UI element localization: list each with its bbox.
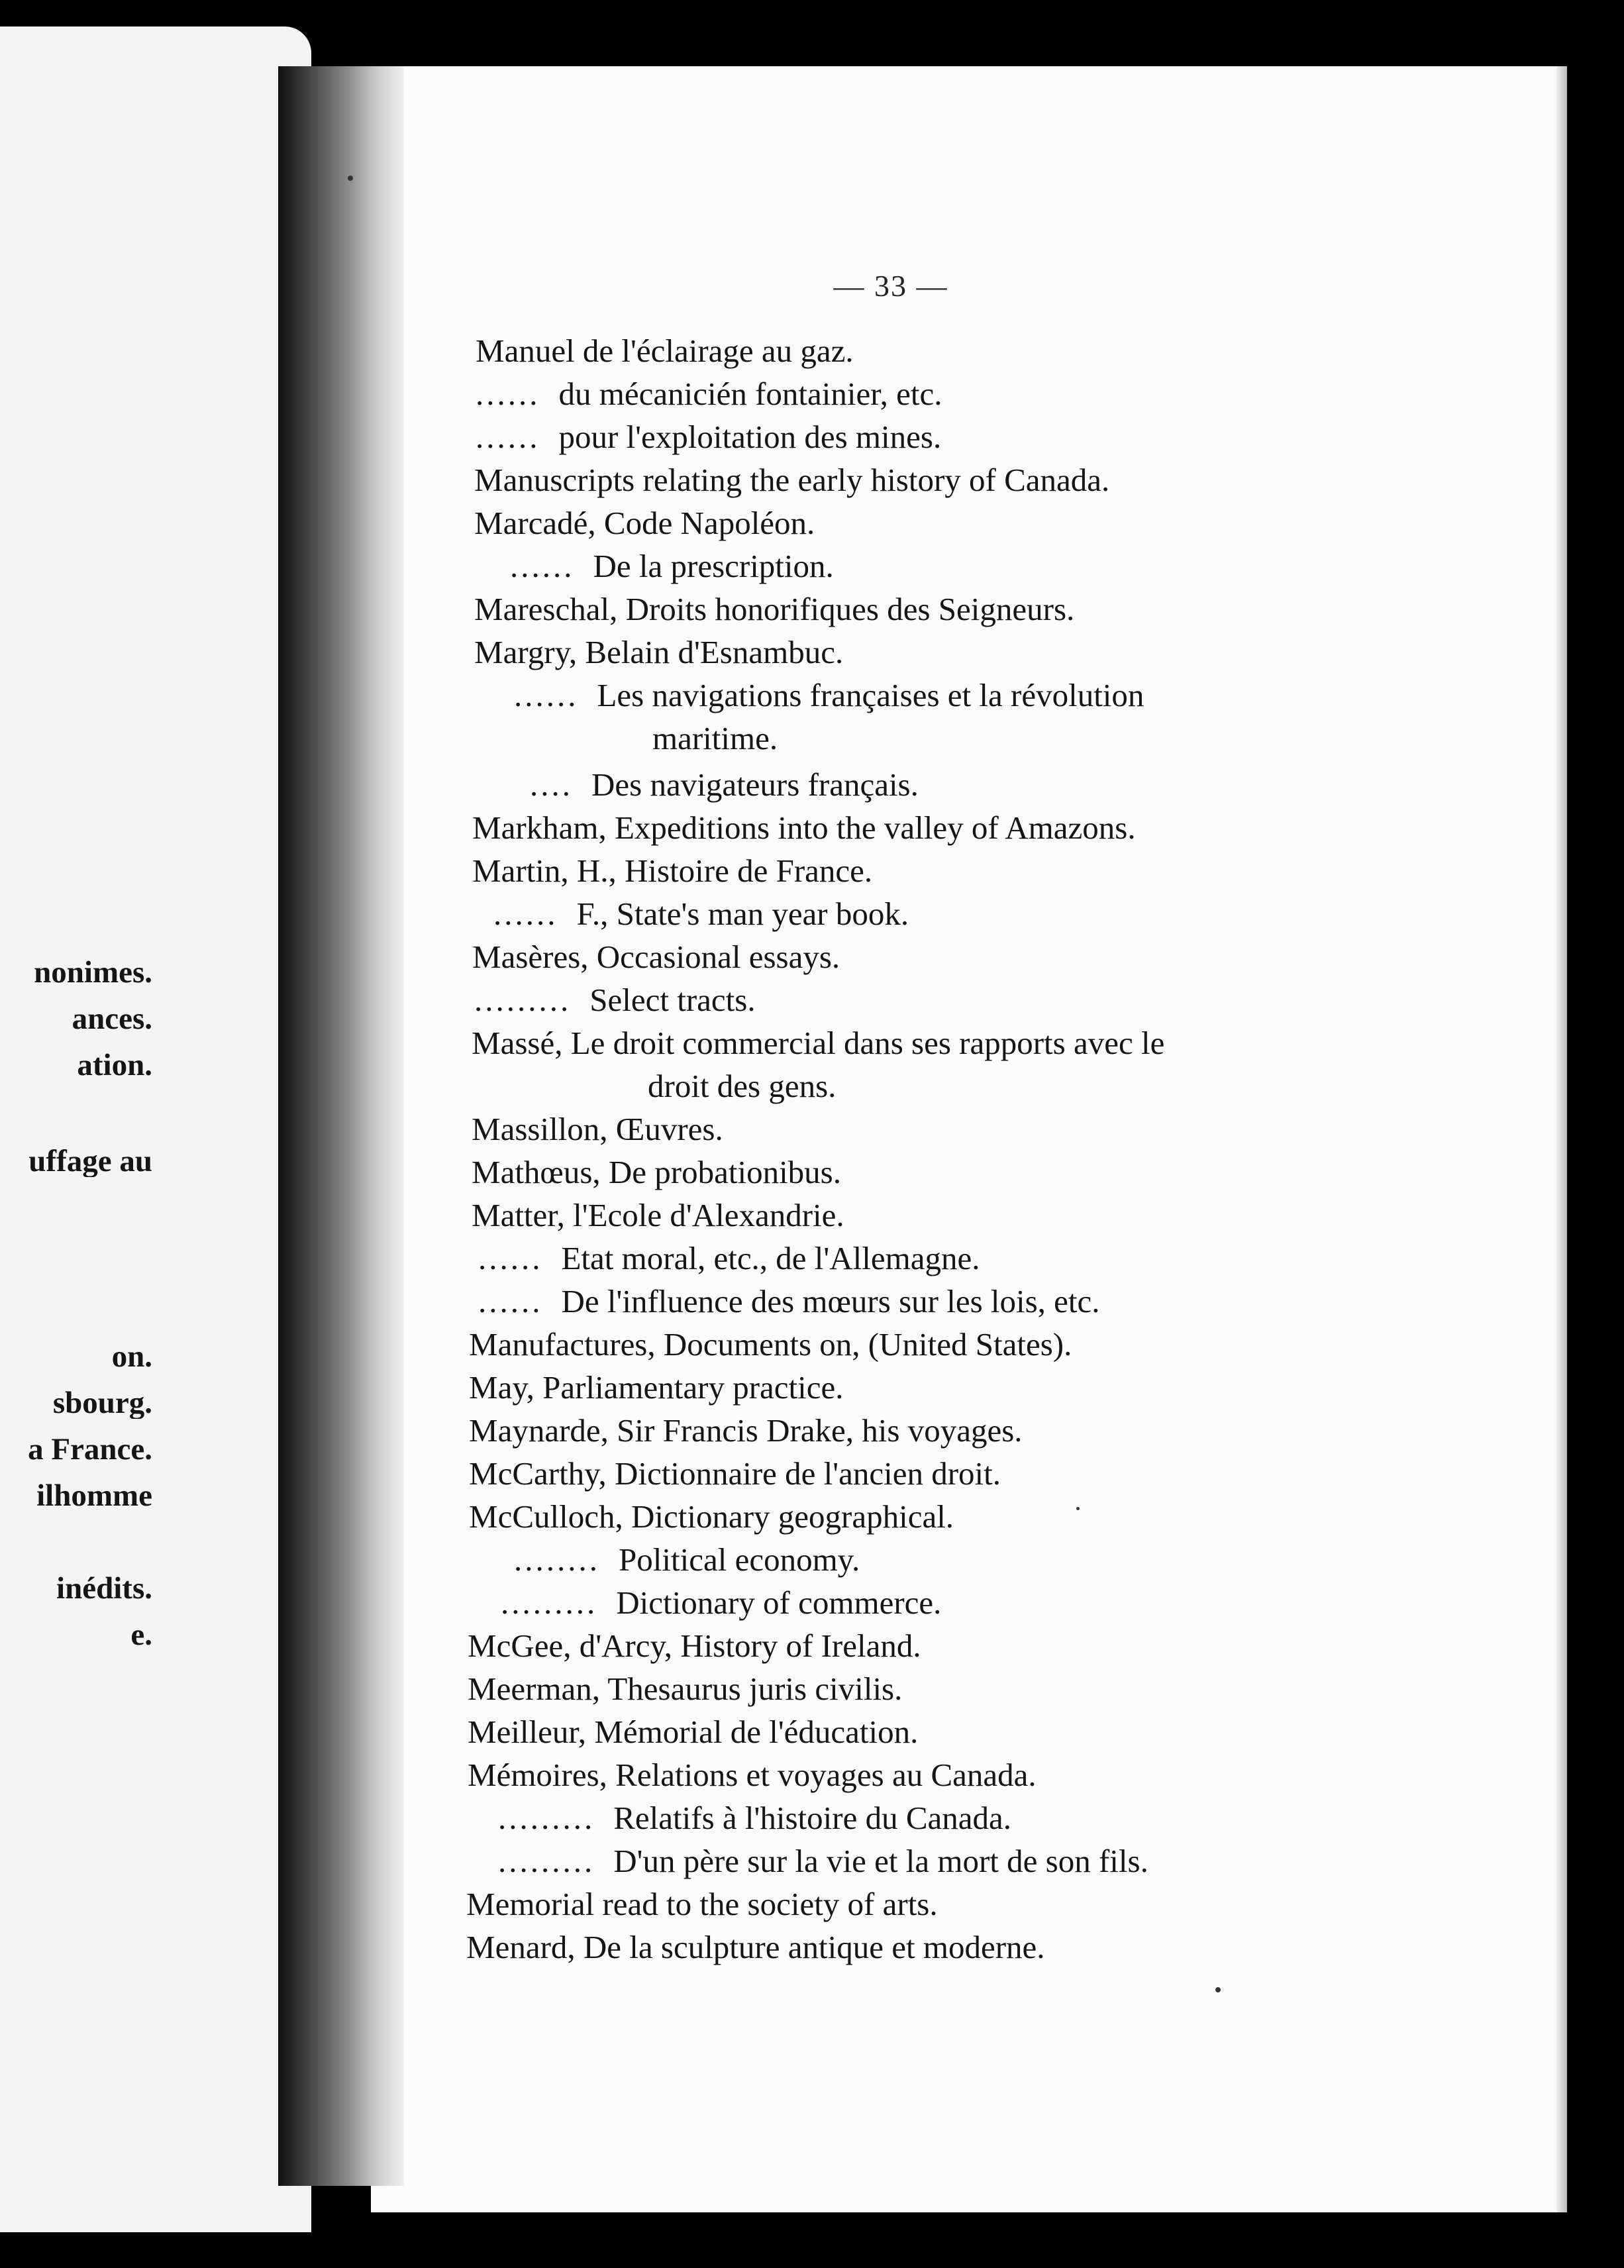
catalogue-entry: [478, 1285, 1100, 1317]
left-page-fragment: uffage au: [28, 1146, 152, 1177]
ditto-mark: ....: [530, 766, 573, 803]
ditto-mark: ......: [510, 548, 575, 584]
catalogue-entry: [466, 1888, 938, 1920]
catalogue-entry: [474, 984, 756, 1016]
scan-speck: [348, 176, 353, 181]
catalogue-entry: [476, 335, 854, 367]
book-gutter-shadow: [278, 66, 404, 2186]
catalogue-entry: [530, 768, 919, 801]
entry-text: Mémoires, Relations et voyages au Canada.: [468, 1757, 1037, 1793]
scan-speck: [1215, 1987, 1221, 1992]
catalogue-entry: [469, 1328, 1072, 1361]
entry-text: Maynarde, Sir Francis Drake, his voyages.: [469, 1412, 1023, 1449]
ditto-mark: ......: [478, 1240, 543, 1276]
catalogue-entry: [472, 1156, 841, 1188]
entry-text: May, Parliamentary practice.: [469, 1369, 844, 1406]
ditto-mark: ......: [478, 1283, 543, 1319]
ditto-mark: ......: [514, 677, 579, 713]
entry-text: D'un père sur la vie et la mort de son fils.: [613, 1843, 1148, 1879]
entry-text: Manuscripts relating the early history of Canada.: [474, 462, 1110, 498]
catalogue-entry: [514, 1543, 860, 1576]
ditto-mark: .........: [498, 1843, 595, 1879]
entry-text: McCarthy, Dictionnaire de l'ancien droit.: [469, 1455, 1001, 1492]
entry-text: Etat moral, etc., de l'Allemagne.: [561, 1240, 980, 1276]
ditto-mark: .........: [474, 982, 572, 1018]
entry-text: du mécanicién fontainier, etc.: [558, 376, 942, 412]
catalogue-entry: [472, 1027, 1164, 1059]
catalogue-entry: [468, 1716, 918, 1748]
page-edge: [1556, 66, 1567, 2212]
catalogue-entry: [469, 1500, 954, 1533]
catalogue-entry: [472, 1199, 844, 1231]
entry-text: De l'influence des mœurs sur les lois, etc.: [561, 1283, 1100, 1319]
entry-text: F., State's man year book.: [576, 896, 909, 932]
left-page-fragment: on.: [111, 1341, 152, 1372]
left-page-fragment: ilhomme: [36, 1480, 152, 1512]
entry-text: Menard, De la sculpture antique et moderne.: [466, 1929, 1045, 1965]
catalogue-entry: [474, 636, 843, 668]
catalogue-entry: [652, 722, 778, 754]
left-page-fragment: e.: [130, 1620, 152, 1651]
left-page-fragment: ation.: [77, 1050, 152, 1081]
entry-text: Select tracts.: [589, 982, 756, 1018]
catalogue-entry: [510, 550, 834, 582]
ditto-mark: ........: [514, 1541, 600, 1578]
entry-text: Margry, Belain d'Esnambuc.: [474, 634, 844, 670]
catalogue-entry: [514, 679, 1144, 711]
ditto-mark: ......: [493, 896, 558, 932]
entry-text: De la prescription.: [593, 548, 834, 584]
left-page-fragment: sbourg.: [52, 1388, 152, 1419]
entry-text: maritime.: [652, 720, 778, 756]
entry-text: droit des gens.: [648, 1068, 837, 1104]
catalogue-entry: [469, 1414, 1023, 1447]
ditto-mark: .........: [501, 1584, 598, 1621]
ditto-mark: .........: [498, 1800, 595, 1836]
ditto-mark: ......: [476, 376, 540, 412]
catalogue-entry: [476, 378, 942, 410]
entry-text: Matter, l'Ecole d'Alexandrie.: [472, 1197, 844, 1233]
entry-text: Relatifs à l'histoire du Canada.: [613, 1800, 1012, 1836]
entry-text: Meerman, Thesaurus juris civilis.: [468, 1671, 903, 1707]
left-page-fragment: a France.: [28, 1434, 152, 1465]
ditto-mark: ......: [476, 419, 540, 455]
catalogue-entry: [469, 1457, 1001, 1490]
entry-text: Marcadé, Code Napoléon.: [474, 505, 815, 541]
entry-text: Des navigateurs français.: [591, 766, 919, 803]
entry-text: McGee, d'Arcy, History of Ireland.: [468, 1627, 921, 1664]
catalogue-entry: [472, 811, 1136, 844]
entry-text: Massillon, Œuvres.: [472, 1111, 723, 1147]
catalogue-entry: [501, 1586, 941, 1619]
entry-text: Les navigations françaises et la révolution: [597, 677, 1144, 713]
catalogue-entry: [476, 421, 941, 453]
entry-text: Massé, Le droit commercial dans ses rapports avec le: [472, 1025, 1165, 1061]
left-page-fragment: nonimes.: [34, 957, 152, 988]
catalogue-entry: [478, 1242, 980, 1274]
entry-text: Markham, Expeditions into the valley of Amazons.: [472, 809, 1136, 846]
catalogue-entry: [474, 464, 1109, 496]
scan-speck: [1076, 1507, 1080, 1510]
catalogue-entry: [474, 593, 1074, 625]
entry-text: Manuel de l'éclairage au gaz.: [476, 333, 854, 369]
catalogue-entry: [468, 1673, 902, 1705]
entry-text: Martin, H., Histoire de France.: [472, 852, 873, 889]
entry-text: Memorial read to the society of arts.: [466, 1886, 938, 1922]
catalogue-entry: [474, 507, 815, 539]
entry-text: Mareschal, Droits honorifiques des Seigneurs.: [474, 591, 1075, 627]
entry-text: pour l'exploitation des mines.: [558, 419, 942, 455]
entry-text: Dictionary of commerce.: [616, 1584, 942, 1621]
catalogue-entry: [466, 1931, 1045, 1963]
left-page-fragment: inédits.: [56, 1573, 152, 1604]
left-facing-page: [0, 26, 311, 2232]
catalogue-entry: [469, 1371, 844, 1404]
catalogue-entry: [498, 1802, 1011, 1834]
catalogue-entry: [498, 1845, 1148, 1877]
entry-text: Masères, Occasional essays.: [472, 939, 840, 975]
catalogue-entry: [472, 854, 872, 887]
entry-text: Mathœus, De probationibus.: [472, 1154, 841, 1190]
entry-text: Political economy.: [619, 1541, 860, 1578]
left-page-fragment: ances.: [72, 1004, 152, 1035]
entry-text: Manufactures, Documents on, (United States).: [469, 1326, 1072, 1363]
catalogue-entry: [493, 898, 909, 930]
entry-text: Meilleur, Mémorial de l'éducation.: [468, 1714, 919, 1750]
catalogue-entry: [468, 1759, 1037, 1791]
entry-text: McCulloch, Dictionary geographical.: [469, 1498, 954, 1535]
catalogue-entry: [468, 1629, 921, 1662]
catalogue-entry: [472, 1113, 723, 1145]
page-number: — 33 —: [833, 269, 948, 303]
catalogue-entry: [648, 1070, 836, 1102]
catalogue-entry: [472, 941, 840, 973]
